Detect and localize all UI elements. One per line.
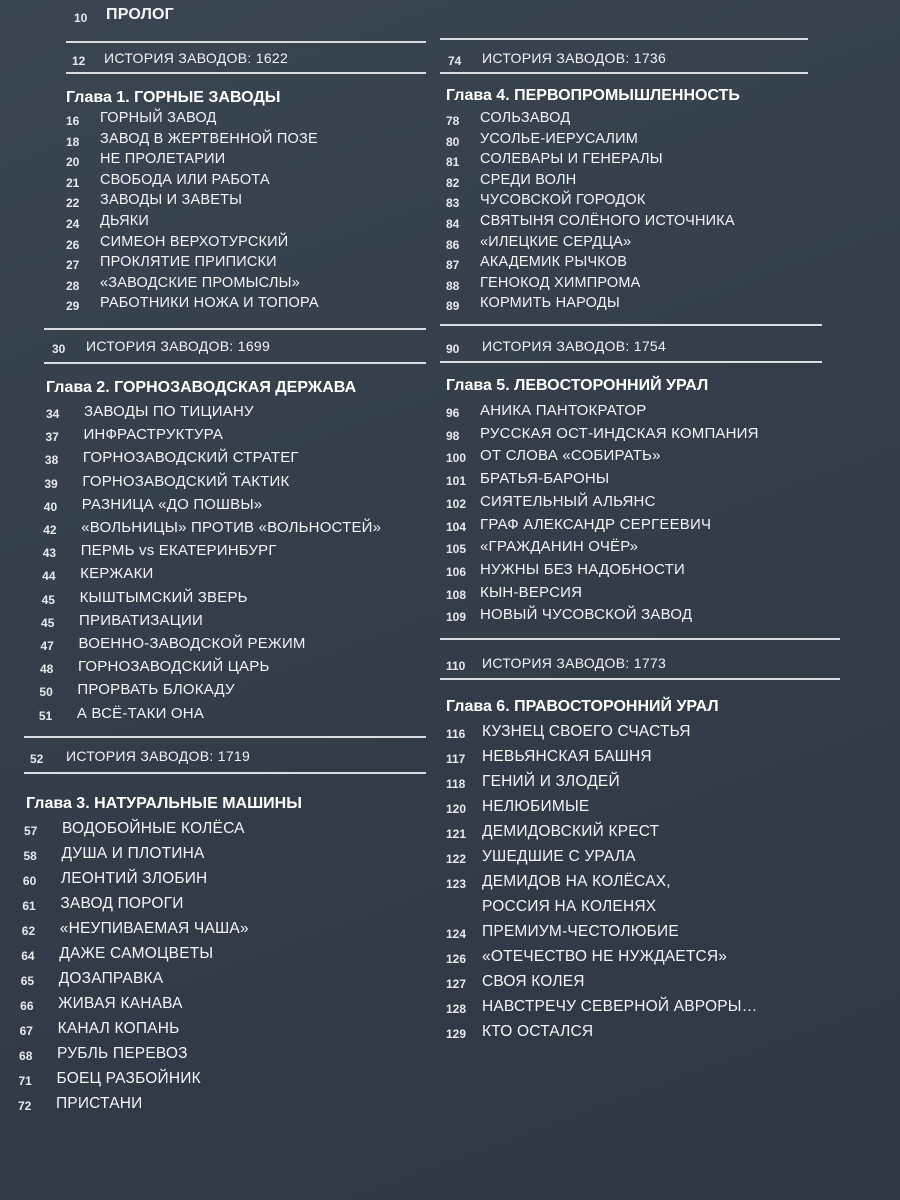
entry-title: ДЬЯКИ xyxy=(100,213,150,229)
entry-title: СРЕДИ ВОЛН xyxy=(480,171,577,188)
page-number: 129 xyxy=(446,1027,467,1041)
entry-title: ПРИСТАНИ xyxy=(55,1095,143,1112)
page-number: 24 xyxy=(66,217,80,231)
page-number: 102 xyxy=(446,496,467,511)
page-number: 43 xyxy=(42,546,57,561)
page-number: 84 xyxy=(446,217,460,231)
page-number: 51 xyxy=(38,708,53,723)
page-number: 20 xyxy=(66,155,80,170)
entry-title: ЗАВОД ПОРОГИ xyxy=(60,895,184,912)
page-number: 72 xyxy=(17,1099,32,1113)
page-number: 121 xyxy=(446,827,467,841)
entry-title: СВЯТЫНЯ СОЛЁНОГО ИСТОЧНИКА xyxy=(480,213,735,229)
entry-title: НЕЛЮБИМЫЕ xyxy=(482,798,590,815)
page-number: 38 xyxy=(44,453,59,468)
page-number: 21 xyxy=(66,175,80,190)
page-number: 61 xyxy=(22,899,36,913)
page-number: 123 xyxy=(446,877,467,891)
page-number: 96 xyxy=(446,406,460,420)
entry-title: БРАТЬЯ-БАРОНЫ xyxy=(480,470,610,488)
entry-title: КЕРЖАКИ xyxy=(80,565,154,583)
page-number: 48 xyxy=(39,662,54,677)
history-1736-page: 74 xyxy=(448,54,462,68)
entry-title: ГРАФ АЛЕКСАНДР СЕРГЕЕВИЧ xyxy=(480,515,712,533)
entry-title: ДЕМИДОВ НА КОЛЁСАХ, xyxy=(482,873,671,890)
entry-title: ЗАВОДЫ И ЗАВЕТЫ xyxy=(100,192,243,209)
page-number: 98 xyxy=(446,428,460,443)
entry-title: «ИЛЕЦКИЕ СЕРДЦА» xyxy=(480,233,632,250)
page-number: 57 xyxy=(24,824,38,838)
entry-title: ГОРНОЗАВОДСКИЙ ЦАРЬ xyxy=(77,658,270,676)
history-1622-title: ИСТОРИЯ ЗАВОДОВ: 1622 xyxy=(104,50,289,66)
entry-title: УШЕДШИЕ С УРАЛА xyxy=(482,848,636,865)
entry-title: ЗАВОДЫ ПО ТИЦИАНУ xyxy=(84,403,254,420)
entry-title: ВОДОБОЙНЫЕ КОЛЁСА xyxy=(62,820,245,837)
page-number: 16 xyxy=(66,114,80,128)
page-number: 44 xyxy=(42,569,56,584)
page-number: 86 xyxy=(446,237,460,252)
page-number: 28 xyxy=(66,278,80,293)
history-1773-page: 110 xyxy=(446,659,466,673)
entry-title: ДАЖЕ САМОЦВЕТЫ xyxy=(59,945,214,962)
page-number: 29 xyxy=(66,299,80,314)
entry-title: НАВСТРЕЧУ СЕВЕРНОЙ АВРОРЫ… xyxy=(482,998,758,1015)
entry-title: КУЗНЕЦ СВОЕГО СЧАСТЬЯ xyxy=(482,723,691,740)
entry-title: КАНАЛ КОПАНЬ xyxy=(57,1020,180,1037)
history-1754-page: 90 xyxy=(446,342,460,356)
entry-title: НЕВЬЯНСКАЯ БАШНЯ xyxy=(482,748,652,765)
page-number: 127 xyxy=(446,977,467,991)
page-number: 89 xyxy=(446,299,460,314)
page-number: 64 xyxy=(21,949,35,963)
chapter-6-heading: Глава 6. ПРАВОСТОРОННИЙ УРАЛ xyxy=(446,698,719,715)
entry-title: ГОРНОЗАВОДСКИЙ СТРАТЕГ xyxy=(82,449,299,467)
page-number: 26 xyxy=(66,237,80,252)
page-number: 22 xyxy=(66,196,80,211)
page-number: 116 xyxy=(446,727,466,741)
chapter-2-heading: Глава 2. ГОРНОЗАВОДСКАЯ ДЕРЖАВА xyxy=(46,379,357,396)
page-number: 87 xyxy=(446,258,460,273)
divider-rule xyxy=(24,736,426,738)
entry-title: СИМЕОН ВЕРХОТУРСКИЙ xyxy=(100,233,289,250)
chapter-3-heading: Глава 3. НАТУРАЛЬНЫЕ МАШИНЫ xyxy=(26,795,302,812)
page-number: 66 xyxy=(20,999,34,1013)
page-number: 104 xyxy=(446,519,467,534)
page-number: 40 xyxy=(43,499,58,514)
entry-title: РУБЛЬ ПЕРЕВОЗ xyxy=(57,1045,188,1062)
entry-title: ДУША И ПЛОТИНА xyxy=(61,845,205,862)
entry-title: БОЕЦ РАЗБОЙНИК xyxy=(56,1070,201,1087)
entry-title: ЧУСОВСКОЙ ГОРОДОК xyxy=(480,192,646,209)
entry-title: «ВОЛЬНИЦЫ» ПРОТИВ «ВОЛЬНОСТЕЙ» xyxy=(81,519,382,536)
page-number: 80 xyxy=(446,134,460,149)
page-number: 47 xyxy=(40,639,54,653)
page-number: 18 xyxy=(66,134,80,149)
entry-title: ГЕНИЙ И ЗЛОДЕЙ xyxy=(482,773,620,790)
entry-title: ПРЕМИУМ-ЧЕСТОЛЮБИЕ xyxy=(482,923,679,940)
entry-title: ПРОРВАТЬ БЛОКАДУ xyxy=(77,681,235,699)
history-1622-page: 12 xyxy=(72,54,86,68)
entry-title: УСОЛЬЕ-ИЕРУСАЛИМ xyxy=(480,130,639,147)
divider-rule xyxy=(440,638,840,640)
entry-title: КЫН-ВЕРСИЯ xyxy=(480,583,583,601)
entry-title: СВОБОДА ИЛИ РАБОТА xyxy=(100,171,270,188)
entry-title: ПРИВАТИЗАЦИИ xyxy=(79,611,204,629)
page-number: 101 xyxy=(446,474,467,489)
history-1699-title: ИСТОРИЯ ЗАВОДОВ: 1699 xyxy=(86,338,271,354)
entry-title: СОЛЬЗАВОД xyxy=(480,110,571,126)
divider-rule xyxy=(440,38,808,40)
divider-rule xyxy=(440,72,808,74)
entry-title: СВОЯ КОЛЕЯ xyxy=(482,973,585,990)
page-number: 65 xyxy=(20,974,35,988)
entry-title: А ВСЁ-ТАКИ ОНА xyxy=(76,704,205,722)
page-number: 42 xyxy=(43,523,57,537)
entry-title: НОВЫЙ ЧУСОВСКОЙ ЗАВОД xyxy=(480,606,693,624)
entry-title: ГОРНОЗАВОДСКИЙ ТАКТИК xyxy=(82,472,290,490)
divider-rule xyxy=(440,324,822,326)
divider-rule xyxy=(24,772,426,774)
entry-title: ИНФРАСТРУКТУРА xyxy=(83,426,224,444)
entry-title: «ГРАЖДАНИН ОЧЁР» xyxy=(480,538,639,556)
chapter-4-heading: Глава 4. ПЕРВОПРОМЫШЛЕННОСТЬ xyxy=(446,87,740,104)
page-number: 88 xyxy=(446,278,460,293)
entry-title: НУЖНЫ БЕЗ НАДОБНОСТИ xyxy=(480,560,686,578)
entry-title: ПЕРМЬ vs ЕКАТЕРИНБУРГ xyxy=(80,542,277,560)
entry-title: ПРОКЛЯТИЕ ПРИПИСКИ xyxy=(100,254,277,271)
entry-title: СИЯТЕЛЬНЫЙ АЛЬЯНС xyxy=(480,492,656,510)
entry-title: ВОЕННО-ЗАВОДСКОЙ РЕЖИМ xyxy=(78,635,306,652)
page-number: 105 xyxy=(446,542,467,557)
page-number: 68 xyxy=(19,1049,33,1063)
entry-title: РУССКАЯ ОСТ-ИНДСКАЯ КОМПАНИЯ xyxy=(480,424,759,442)
page-number: 120 xyxy=(446,802,467,816)
prolog-page-number: 10 xyxy=(74,11,88,25)
entry-title: ЗАВОД В ЖЕРТВЕННОЙ ПОЗЕ xyxy=(100,130,318,147)
divider-rule xyxy=(66,41,426,43)
page-number: 45 xyxy=(41,615,55,630)
entry-title: ЛЕОНТИЙ ЗЛОБИН xyxy=(60,870,208,887)
page-number: 82 xyxy=(446,175,460,190)
page-number: 117 xyxy=(446,752,466,766)
entry-title: НЕ ПРОЛЕТАРИИ xyxy=(100,151,226,168)
page-number: 39 xyxy=(44,476,58,491)
entry-title: АКАДЕМИК РЫЧКОВ xyxy=(480,254,628,271)
history-1773-title: ИСТОРИЯ ЗАВОДОВ: 1773 xyxy=(482,655,667,671)
page-number: 58 xyxy=(23,849,37,863)
history-1719-title: ИСТОРИЯ ЗАВОДОВ: 1719 xyxy=(66,748,251,764)
page-number: 100 xyxy=(446,451,467,466)
entry-title: ДЕМИДОВСКИЙ КРЕСТ xyxy=(482,823,660,840)
divider-rule xyxy=(44,362,426,364)
entry-title: ДОЗАПРАВКА xyxy=(58,970,164,987)
entry-title: ГОРНЫЙ ЗАВОД xyxy=(100,110,217,126)
page-number: 62 xyxy=(21,924,36,938)
page-number: 106 xyxy=(446,564,467,579)
page-number: 108 xyxy=(446,587,467,602)
prolog-title: ПРОЛОГ xyxy=(106,6,174,23)
page-number: 122 xyxy=(446,852,467,866)
entry-title: «ОТЕЧЕСТВО НЕ НУЖДАЕТСЯ» xyxy=(482,948,728,965)
page-number: 45 xyxy=(41,592,55,607)
page-number: 128 xyxy=(446,1002,467,1016)
page-number: 83 xyxy=(446,196,460,211)
divider-rule xyxy=(44,328,426,330)
chapter-1-heading: Глава 1. ГОРНЫЕ ЗАВОДЫ xyxy=(66,89,281,106)
divider-rule xyxy=(66,72,426,74)
page-number: 27 xyxy=(66,258,80,273)
page-number: 71 xyxy=(18,1074,32,1088)
entry-title: РАЗНИЦА «ДО ПОШВЫ» xyxy=(81,495,263,513)
divider-rule xyxy=(440,361,822,363)
history-1736-title: ИСТОРИЯ ЗАВОДОВ: 1736 xyxy=(482,50,667,66)
divider-rule xyxy=(440,678,840,680)
chapter-5-heading: Глава 5. ЛЕВОСТОРОННИЙ УРАЛ xyxy=(446,377,709,394)
history-1699-page: 30 xyxy=(52,342,66,356)
entry-title: «НЕУПИВАЕМАЯ ЧАША» xyxy=(59,920,249,937)
page-number: 37 xyxy=(45,430,59,445)
page-number: 60 xyxy=(22,874,37,888)
page-number: 67 xyxy=(19,1024,33,1038)
entry-title: «ЗАВОДСКИЕ ПРОМЫСЛЫ» xyxy=(100,274,300,291)
entry-title: РАБОТНИКИ НОЖА И ТОПОРА xyxy=(100,295,319,312)
history-1754-title: ИСТОРИЯ ЗАВОДОВ: 1754 xyxy=(482,338,667,354)
entry-title: КТО ОСТАЛСЯ xyxy=(482,1023,594,1040)
page-number: 126 xyxy=(446,952,467,966)
entry-title: КОРМИТЬ НАРОДЫ xyxy=(480,295,620,312)
entry-title: СОЛЕВАРЫ И ГЕНЕРАЛЫ xyxy=(480,151,663,168)
history-1719-page: 52 xyxy=(30,752,44,766)
page-number: 124 xyxy=(446,927,467,941)
entry-title: ОТ СЛОВА «СОБИРАТЬ» xyxy=(480,447,661,465)
page-number: 78 xyxy=(446,114,460,128)
page-number: 109 xyxy=(446,610,467,625)
entry-title: РОССИЯ НА КОЛЕНЯХ xyxy=(482,898,657,915)
entry-title: КЫШТЫМСКИЙ ЗВЕРЬ xyxy=(79,588,248,606)
entry-title: ЖИВАЯ КАНАВА xyxy=(58,995,183,1012)
entry-title: ГЕНОКОД ХИМПРОМА xyxy=(480,274,641,291)
page-number: 34 xyxy=(46,407,60,421)
page-number: 118 xyxy=(446,777,466,791)
page-number: 50 xyxy=(39,685,53,700)
page-number: 81 xyxy=(446,155,460,170)
entry-title: АНИКА ПАНТОКРАТОР xyxy=(480,402,647,419)
